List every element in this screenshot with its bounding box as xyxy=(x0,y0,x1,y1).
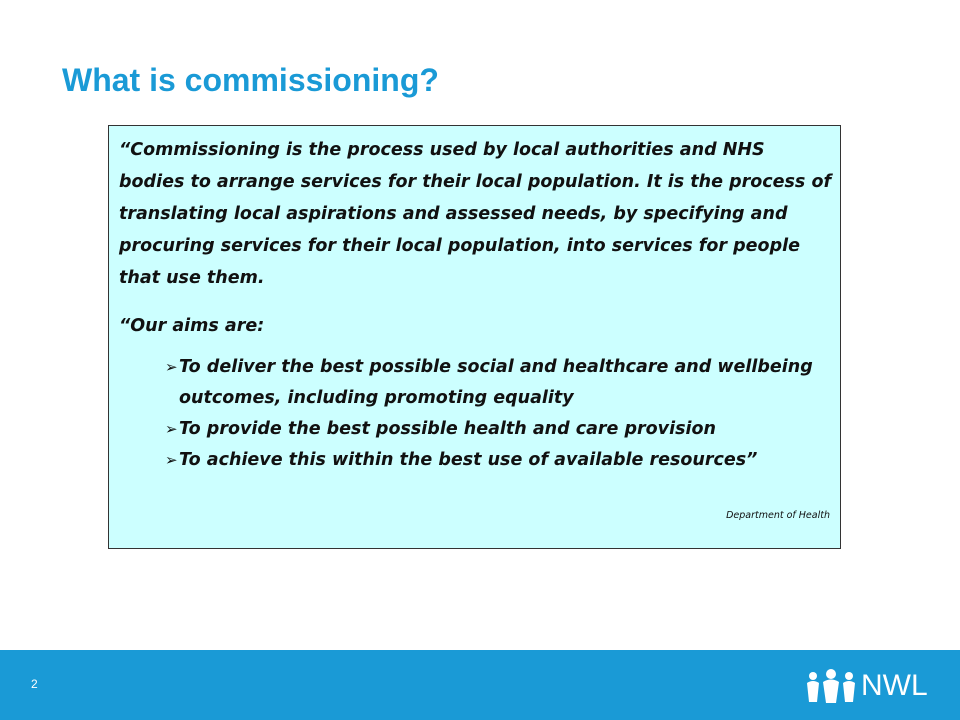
slide-title: What is commissioning? xyxy=(62,62,439,98)
quote-box xyxy=(108,125,841,549)
aim-item xyxy=(165,352,825,414)
attribution: Department of Health xyxy=(726,510,830,521)
aim-item xyxy=(165,414,825,445)
arrow-bullet-icon: ➢ xyxy=(165,451,178,469)
people-group-icon xyxy=(805,668,857,704)
quote-paragraph: “Commissioning is the process used by local authorities and NHS bodies to arrange services for their local population. It is the process of translating local aspirations and assessed needs, by specifying and procuring services for their local population, into services for people that use them. xyxy=(119,140,832,288)
aim-text: To deliver the best possible social and healthcare and wellbeing outcomes, including promoting equality xyxy=(179,357,813,408)
aim-item xyxy=(165,445,825,476)
arrow-bullet-icon: ➢ xyxy=(165,358,178,376)
footer-bar xyxy=(0,650,960,720)
arrow-bullet-icon: ➢ xyxy=(165,420,178,438)
aim-text: To provide the best possible health and care provision xyxy=(179,419,716,439)
nwl-logo xyxy=(805,666,928,706)
page-number: 2 xyxy=(31,677,38,691)
aims-list xyxy=(165,352,825,476)
logo-text: NWL xyxy=(861,669,928,702)
aim-text: To achieve this within the best use of available resources” xyxy=(179,450,758,470)
aims-heading: “Our aims are: xyxy=(119,316,265,336)
